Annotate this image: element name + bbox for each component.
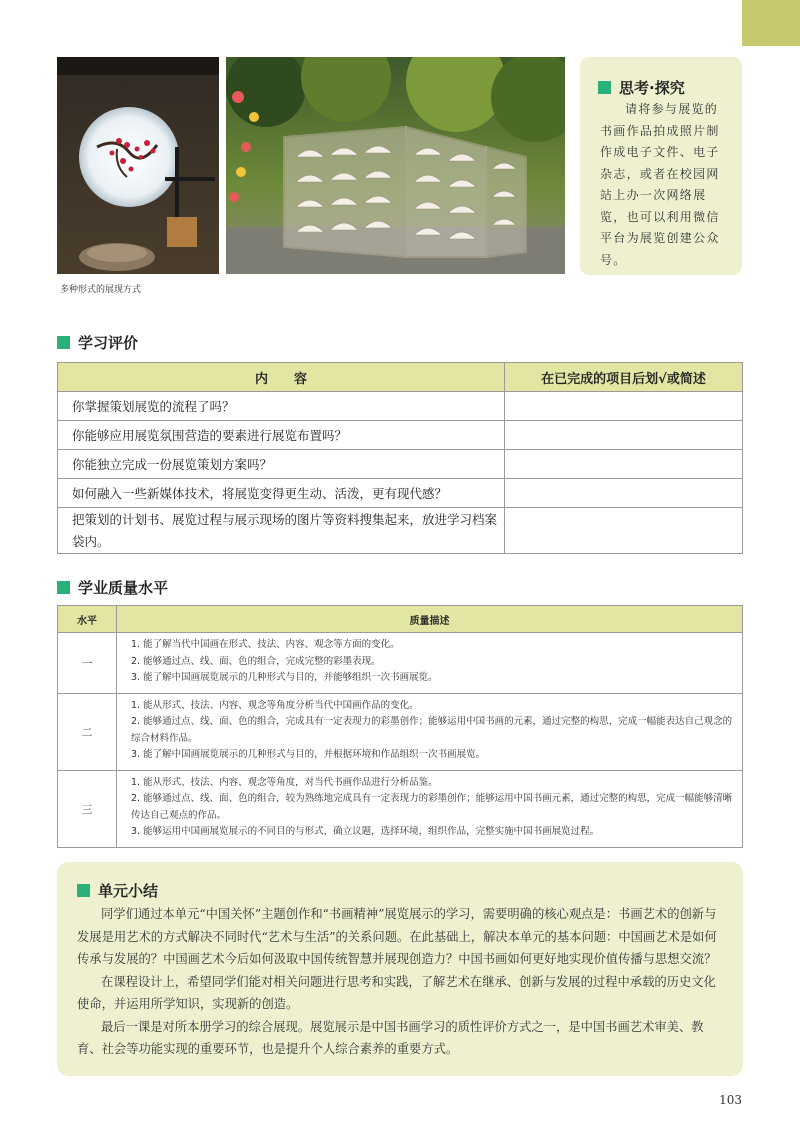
unit-summary-title: 单元小结 [77, 880, 158, 901]
photo-caption: 多种形式的展现方式 [60, 285, 142, 295]
answer-cell[interactable] [505, 392, 743, 421]
square-bullet-icon [57, 336, 70, 349]
level-cell: 一 [58, 633, 117, 694]
quality-title: 学业质量水平 [57, 577, 168, 598]
table-row: 把策划的计划书、展览过程与展示现场的图片等资料搜集起来，放进学习档案袋内。 [58, 508, 743, 554]
page-number: 103 [719, 1093, 742, 1107]
quality-table [57, 605, 743, 848]
think-explore-box [580, 57, 742, 275]
square-bullet-icon [57, 581, 70, 594]
table-row: 你掌握策划展览的流程了吗？ [58, 392, 743, 421]
table-header: 水平 [58, 606, 117, 633]
exhibit-photo-moon-lamp [57, 57, 219, 274]
answer-cell[interactable] [505, 508, 743, 554]
corner-tab [742, 0, 800, 46]
table-header: 内 容 [58, 363, 505, 392]
table-header: 在已完成的项目后划√或简述 [505, 363, 743, 392]
description-cell: 1. 能从形式、技法、内容、观念等角度分析当代中国画作品的变化。 2. 能够通过点、线、面、色的组合，完成具有一定表现力的彩墨创作；能够运用中国书画的元素，通过完整的构思，完成一幅能表达自己观念的综合材料作品。 3. 能了解中国画展览展示的几种形式与目的，并根据环境和作品组织一次书画展览。 [117, 693, 743, 770]
evaluation-title: 学习评价 [57, 332, 138, 353]
answer-cell[interactable] [505, 479, 743, 508]
square-bullet-icon [598, 81, 611, 94]
unit-summary-text: 同学们通过本单元“中国关怀”主题创作和“书画精神”展览展示的学习，需要明确的核心观点是：书画艺术的创新与发展是用艺术的方式解决不同时代“艺术与生活”的关系问题。在此基础上，解决本单元的基本问题：中国画艺术是如何传承与发展的？中国画艺术今后如何汲取中国传统智慧并展现创造力？中国书画如何更好地实现价值传播与思想交流？ 在课程设计上，希望同学们能对相关问题进行思考和实践，了解艺术在继承、创新与发展的过程中承载的历史文化使命，并运用所学知识，实现新的创造。 最后一课是对所本册学习的综合展现。展览展示是中国书画学习的质性评价方式之一，是中国书画艺术审美、教育、社会等功能实现的重要环节，也是提升个人综合素养的重要方式。 [77, 907, 717, 1056]
table-row [58, 770, 743, 847]
evaluation-table [57, 362, 743, 554]
table-row: 你能独立完成一份展览策划方案吗？ [58, 450, 743, 479]
think-explore-text: 请将参与展览的书画作品拍成照片制作成电子文件、电子杂志，或者在校园网站上办一次网络展览，也可以利用微信平台为展览创建公众号。 [600, 102, 720, 267]
description-cell: 1. 能了解当代中国画在形式、技法、内容、观念等方面的变化。 2. 能够通过点、线、面、色的组合，完成完整的彩墨表现。 3. 能了解中国画展览展示的几种形式与目的，并能够组织一次书画展览。 [117, 633, 743, 694]
description-cell: 1. 能从形式、技法、内容、观念等角度，对当代书画作品进行分析品鉴。 2. 能够通过点、线、面、色的组合，较为熟练地完成具有一定表现力的彩墨创作；能够运用中国书画元素，通过完整的构思，完成一幅能够清晰传达自己观点的作品。 3. 能够运用中国画展览展示的不同目的与形式，确立议题，选择环境，组织作品，完整实施中国书画展览过程。 [117, 770, 743, 847]
table-header: 质量描述 [117, 606, 743, 633]
table-row: 你能够应用展览氛围营造的要素进行展览布置吗？ [58, 421, 743, 450]
exhibit-photo-fan-display [226, 57, 565, 274]
table-row [58, 633, 743, 694]
level-cell: 二 [58, 693, 117, 770]
square-bullet-icon [77, 884, 90, 897]
answer-cell[interactable] [505, 421, 743, 450]
table-row [58, 693, 743, 770]
answer-cell[interactable] [505, 450, 743, 479]
unit-summary-box [57, 862, 743, 1076]
think-explore-title: 思考·探究 [598, 77, 685, 98]
level-cell: 三 [58, 770, 117, 847]
table-row: 如何融入一些新媒体技术，将展览变得更生动、活泼，更有现代感？ [58, 479, 743, 508]
